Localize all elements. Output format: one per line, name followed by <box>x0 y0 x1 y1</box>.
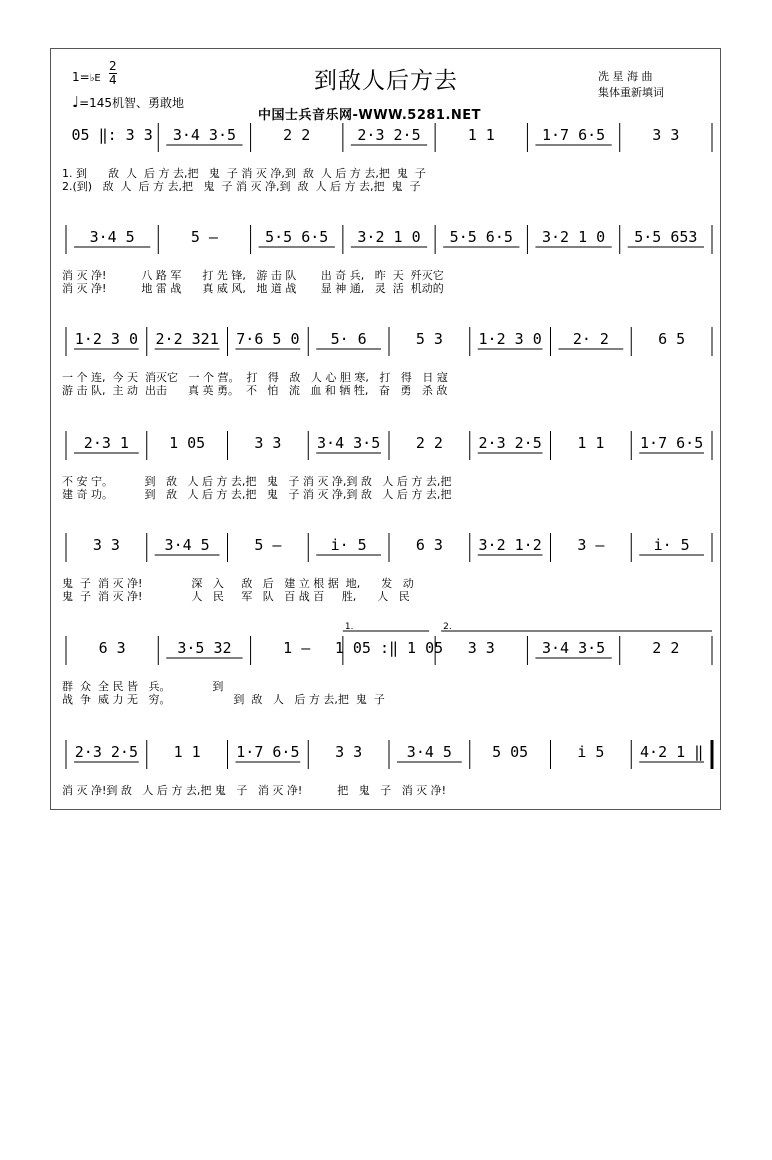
measure: 3·4 3·5 <box>172 126 237 144</box>
composer-credit: 冼 星 海 曲 <box>598 70 653 83</box>
song-title: 到敌人后方去 <box>314 68 458 94</box>
measure: 3·4 3·5 <box>541 639 606 657</box>
measure: i 5 <box>577 743 605 761</box>
measure: 1·7 6·5 <box>236 743 300 761</box>
measure: 1·7 6·5 <box>640 434 704 452</box>
meter-top: 2 <box>109 59 117 73</box>
measure: 3 3 <box>92 536 120 554</box>
lyric-line: 鬼 子 消 灭 净! 人 民 军 队 百 战 百 胜, 人 民 <box>62 590 410 603</box>
lyric-line: 群 众 全 民 皆 兵。 到 <box>62 680 224 693</box>
measure: 4·2 1 ‖ <box>640 743 704 761</box>
website-watermark: 中国士兵音乐网-WWW.5281.NET <box>258 108 482 123</box>
tempo-value: =145 <box>79 96 113 110</box>
measure: i· 5 <box>330 536 367 554</box>
measure: 2·3 2·5 <box>357 126 421 144</box>
measure: 3·4 3·5 <box>317 434 381 452</box>
measure: 1 – <box>283 639 311 657</box>
meter-bottom: 4 <box>109 73 117 87</box>
measure: 05 ‖: 3 3 <box>71 126 153 144</box>
lyricist-credit: 集体重新填词 <box>598 86 664 99</box>
measure: 1·7 6·5 <box>541 126 606 144</box>
measure: 3 3 <box>652 126 680 144</box>
measure: 3 3 <box>335 743 363 761</box>
measure: 2·3 1 <box>83 434 129 452</box>
volta-label-1: 1. <box>344 622 354 632</box>
measure: 1 1 <box>467 126 495 144</box>
measure: 5 3 <box>415 330 443 348</box>
measure: 1·2 3 0 <box>478 330 542 348</box>
lyric-line: 建 奇 功。 到 敌 人 后 方 去,把 鬼 子 消 灭 净,到 敌 人 后 方 去,把 <box>62 488 452 501</box>
measure: 3 3 <box>467 639 495 657</box>
measure: 1 1 <box>173 743 201 761</box>
measure: 2·3 2·5 <box>478 434 542 452</box>
measure: 5·5 6·5 <box>265 228 329 246</box>
measure: 3·4 5 <box>164 536 210 554</box>
lyric-line: 消 灭 净! 地 雷 战 真 威 风, 地 道 战 显 神 通, 灵 活 机动的 <box>62 282 444 295</box>
measure: 3·2 1·2 <box>478 536 542 554</box>
lyric-line: 游 击 队, 主 动 出击 真 英 勇。 不 怕 流 血 和 牺 牲, 奋 勇 杀 敌 <box>62 384 448 397</box>
measure: 5 – <box>254 536 282 554</box>
measure: i· 5 <box>653 536 690 554</box>
measure: 6 3 <box>98 639 126 657</box>
measure: 3 3 <box>254 434 282 452</box>
lyric-line: 消 灭 净! 八 路 军 打 先 锋, 游 击 队 出 奇 兵, 昨 天 歼灭它 <box>62 269 444 282</box>
key-label: 1= <box>72 70 90 84</box>
measure: 5 – <box>190 228 218 246</box>
lyric-line: 不 安 宁。 到 敌 人 后 方 去,把 鬼 子 消 灭 净,到 敌 人 后 方 去,把 <box>62 475 452 488</box>
key-flat: ♭E <box>89 73 101 84</box>
measure: 1 05 <box>169 434 206 452</box>
measure: 1 1 <box>577 434 605 452</box>
measure: 6 5 <box>658 330 686 348</box>
expression-text: 机智、勇敢地 <box>112 96 185 110</box>
volta-label-2: 2. <box>443 622 452 632</box>
measure: 2 2 <box>415 434 443 452</box>
measure: 1 05 :‖ 1 05 <box>334 639 444 657</box>
measure: 2 2 <box>283 126 311 144</box>
measure: 5·5 6·5 <box>449 228 513 246</box>
lyric-line: 一 个 连, 今 天 消灭它 一 个 营。 打 得 敌 人 心 胆 寒, 打 得 日 寇 <box>62 371 448 384</box>
measure: 3·4 5 <box>89 228 135 246</box>
quarter-note-icon: ♩ <box>72 93 80 111</box>
lyric-line: 消 灭 净!到 敌 人 后 方 去,把 鬼 子 消 灭 净! 把 鬼 子 消 灭 净! <box>62 784 447 797</box>
measure: 5· 6 <box>330 330 367 348</box>
lyric-line: 鬼 子 消 灭 净! 深 入 敌 后 建 立 根 据 地, 发 动 <box>62 577 414 590</box>
measure: 5 05 <box>492 743 529 761</box>
measure: 3 – <box>577 536 605 554</box>
measure: 7·6 5 0 <box>236 330 300 348</box>
lyric-line: 2.(到) 敌 人 后 方 去,把 鬼 子 消 灭 净,到 敌 人 后 方 去,把 鬼 子 <box>62 180 421 193</box>
measure: 3·4 5 <box>406 743 452 761</box>
measure: 3·2 1 0 <box>357 228 421 246</box>
measure: 1·2 3 0 <box>74 330 138 348</box>
measure: 3·5 32 <box>177 639 232 657</box>
measure: 6 3 <box>415 536 443 554</box>
lyric-line: 1. 到 敌 人 后 方 去,把 鬼 子 消 灭 净,到 敌 人 后 方 去,把 鬼 子 <box>62 167 426 180</box>
measure: 3·2 1 0 <box>541 228 606 246</box>
measure: 5·5 653 <box>634 228 698 246</box>
measure: 2·2 321 <box>155 330 219 348</box>
measure: 2 2 <box>652 639 680 657</box>
measure: 2·3 2·5 <box>74 743 138 761</box>
measure: 2· 2 <box>572 330 609 348</box>
lyric-line: 战 争 威 力 无 穷。 到 敌 人 后 方 去,把 鬼 子 <box>62 693 385 706</box>
